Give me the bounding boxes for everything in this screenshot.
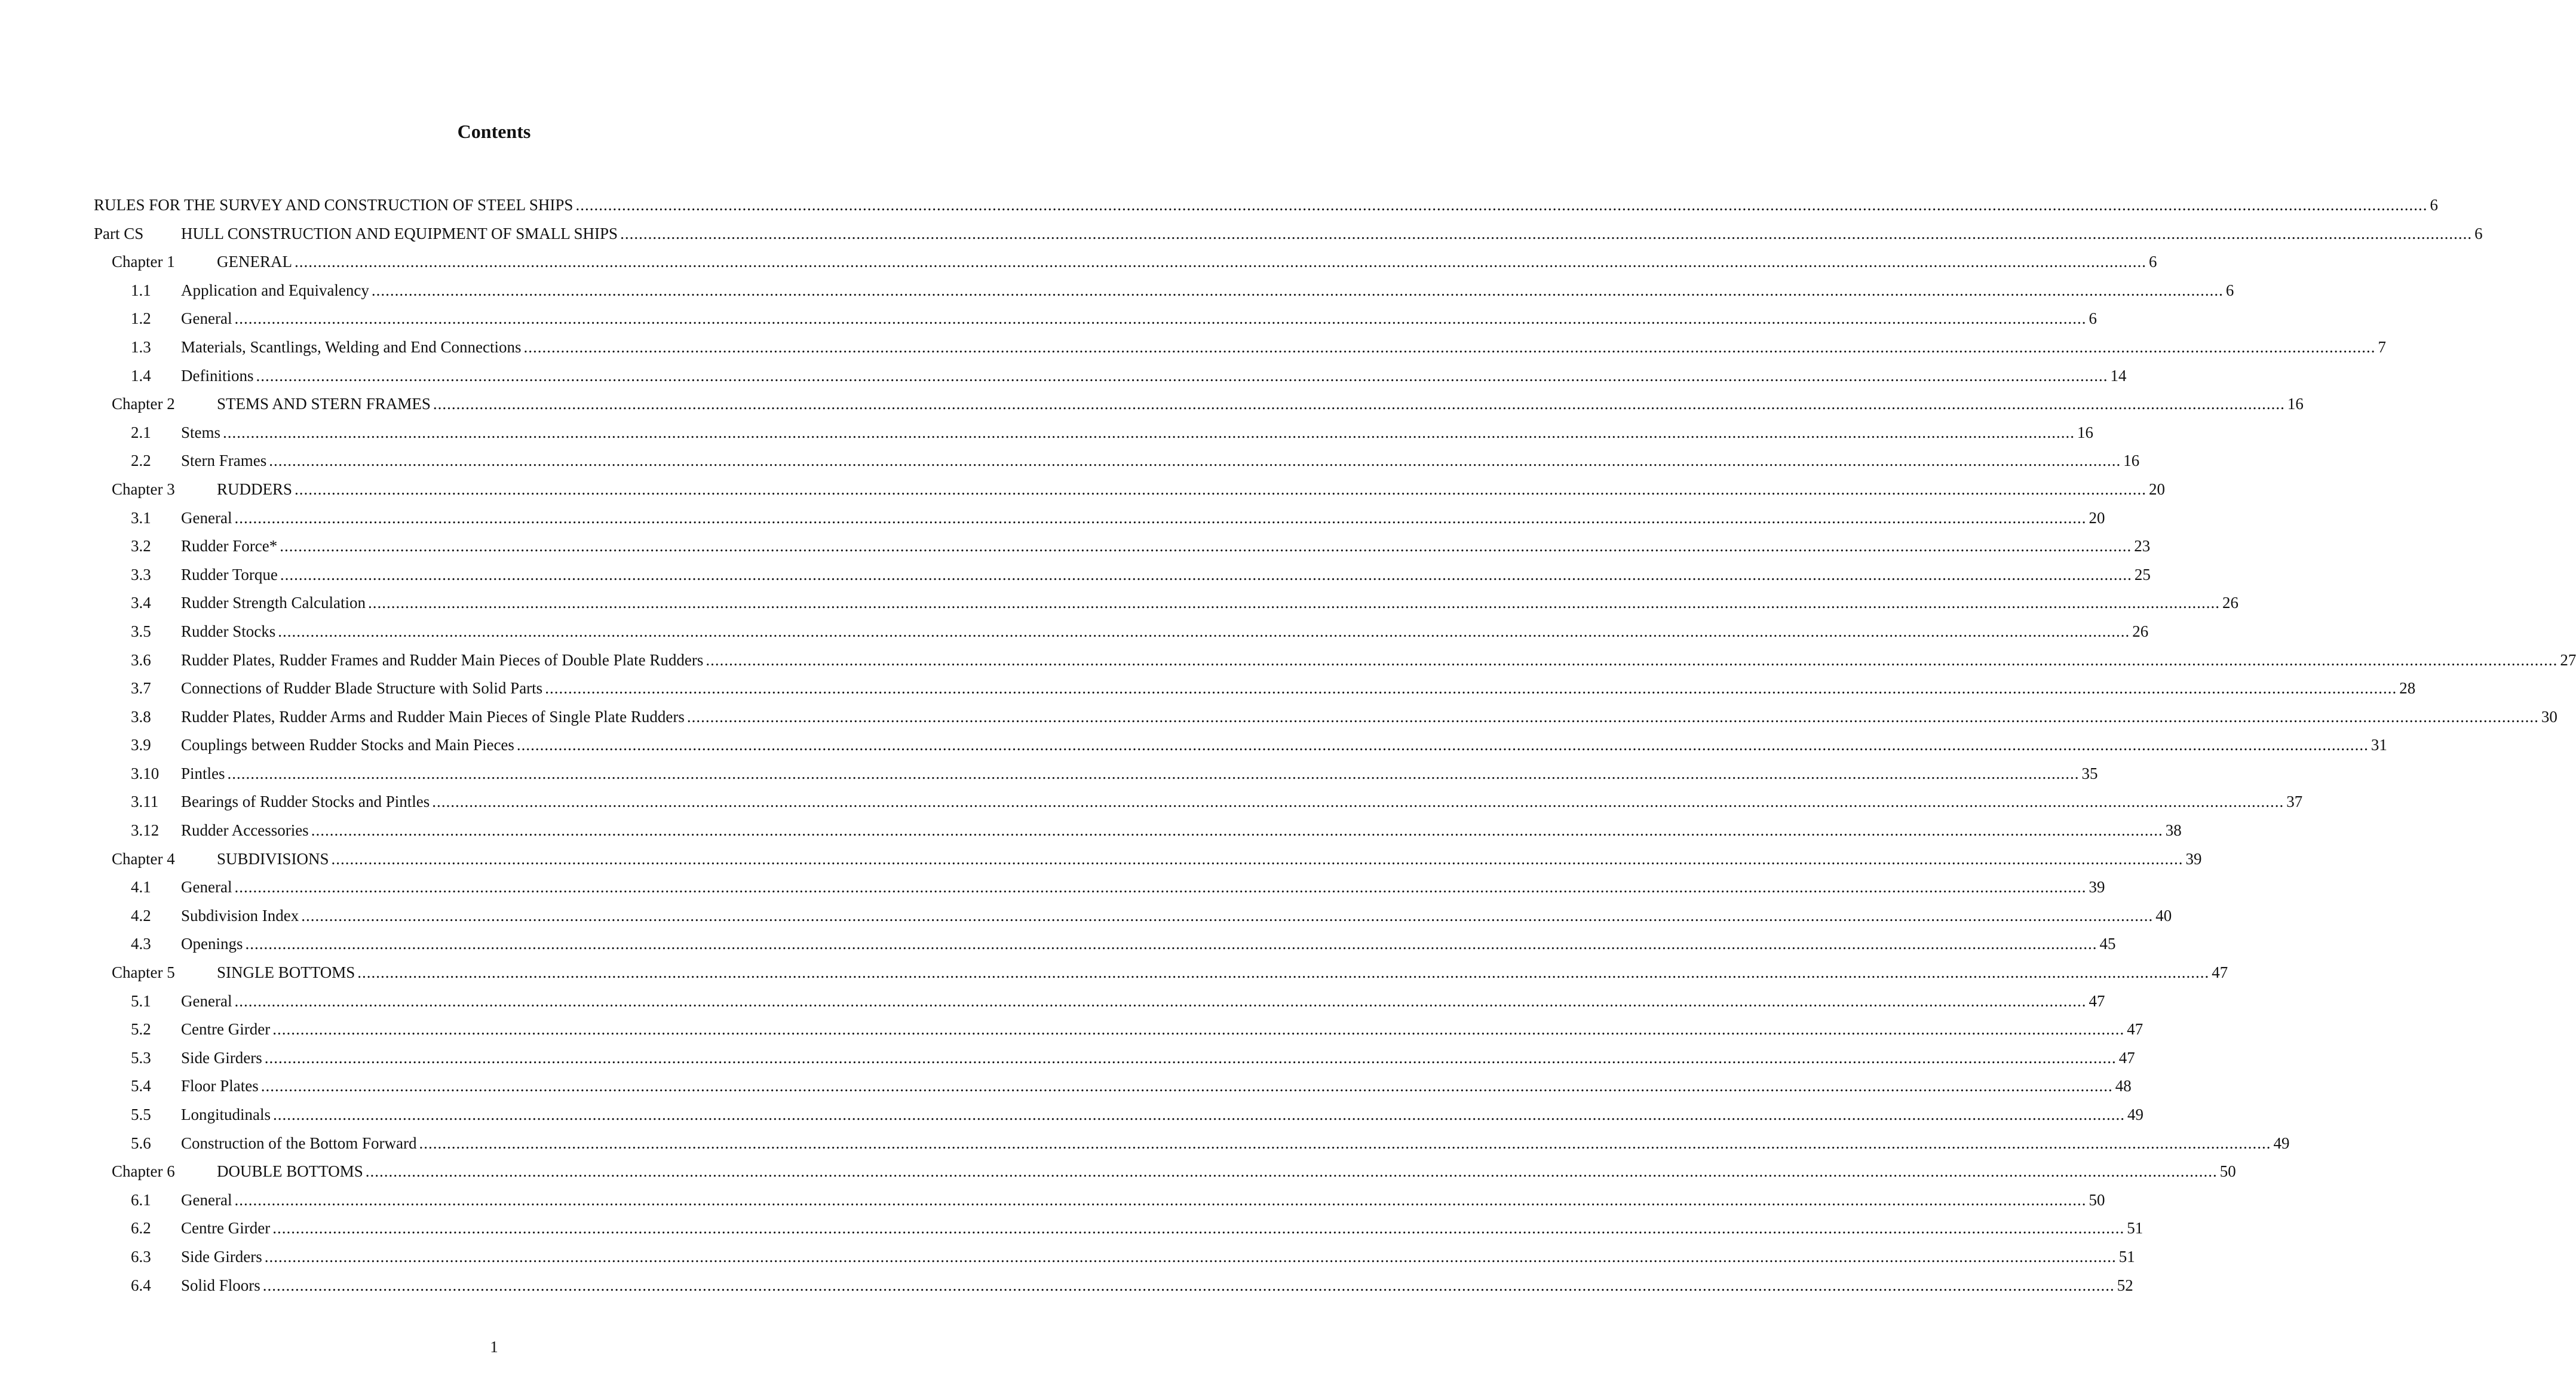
toc-entry[interactable] — [94, 476, 2166, 505]
toc-entry-page: 7 — [2378, 337, 2386, 356]
toc-entry-number: 1.2 — [131, 309, 151, 328]
toc-entry-title: SINGLE BOTTOMS — [217, 963, 355, 982]
toc-entry-line — [217, 391, 2304, 417]
toc-entry-page: 6 — [2089, 309, 2097, 328]
toc-entry-title: HULL CONSTRUCTION AND EQUIPMENT OF SMALL SHIPS — [181, 224, 618, 242]
toc-entry-page: 47 — [2089, 991, 2105, 1010]
toc-entry-number: 6.1 — [131, 1190, 151, 1209]
toc-entry-page: 50 — [2219, 1162, 2236, 1181]
toc-entry-number: Chapter 2 — [112, 395, 175, 413]
page-number: 1 — [490, 1338, 498, 1356]
dot-leader: ................................................................................................................................................................................................................................................................................................................................................................................................................ — [280, 537, 2132, 555]
toc-entry-page: 39 — [2089, 878, 2105, 896]
toc-entry[interactable] — [94, 1016, 2143, 1045]
toc-entry-number: 5.4 — [131, 1077, 151, 1095]
toc-entry[interactable] — [94, 248, 2157, 277]
toc-entry-number: 5.3 — [131, 1048, 151, 1067]
dot-leader: ................................................................................................................................................................................................................................................................................................................................................................................................................ — [419, 1134, 2271, 1152]
toc-entry-title: RUDDERS — [217, 480, 293, 498]
toc-entry-number: 3.4 — [131, 594, 151, 612]
toc-entry-line — [181, 589, 2238, 616]
toc-entry-line — [181, 931, 2116, 957]
toc-entry-title: Pintles — [181, 764, 225, 782]
toc-entry-title: General — [181, 878, 232, 896]
toc-entry-page: 6 — [2148, 253, 2157, 271]
toc-entry-line — [181, 732, 2387, 758]
toc-entry-line — [181, 902, 2172, 929]
dot-leader: ................................................................................................................................................................................................................................................................................................................................................................................................................ — [706, 650, 2558, 669]
toc-entry-title: Side Girders — [181, 1247, 262, 1266]
toc-entry-title: Stems — [181, 423, 221, 441]
toc-entry-title: Centre Girder — [181, 1219, 271, 1238]
toc-entry-number: 5.6 — [131, 1134, 151, 1152]
toc-entry-number: 3.9 — [131, 736, 151, 754]
toc-entry-number: 1.4 — [131, 366, 151, 385]
toc-entry-title: Side Girders — [181, 1048, 262, 1067]
toc-entry-line — [181, 561, 2151, 588]
toc-entry-number: 4.3 — [131, 935, 151, 953]
toc-entry-page: 6 — [2225, 281, 2234, 299]
dot-leader: ................................................................................................................................................................................................................................................................................................................................................................................................................ — [357, 963, 2210, 982]
dot-leader: ................................................................................................................................................................................................................................................................................................................................................................................................................ — [273, 1106, 2125, 1123]
toc-entry-title: Rudder Stocks — [181, 622, 276, 640]
toc-entry-page: 30 — [2541, 707, 2557, 726]
toc-entry-line — [181, 277, 2234, 303]
toc-entry-number: 3.1 — [131, 508, 151, 527]
dot-leader: ................................................................................................................................................................................................................................................................................................................................................................................................................ — [301, 906, 2154, 925]
toc-entry[interactable] — [94, 533, 2151, 561]
toc-entry-page: 48 — [2115, 1077, 2132, 1095]
toc-entry-number: 3.6 — [131, 650, 151, 669]
toc-entry-line — [181, 704, 2557, 730]
toc-entry-page: 51 — [2127, 1219, 2143, 1238]
toc-entry-title: Definitions — [181, 366, 254, 385]
toc-entry[interactable] — [94, 305, 2097, 334]
dot-leader: ................................................................................................................................................................................................................................................................................................................................................................................................................ — [433, 395, 2285, 413]
toc-entry-title: General — [181, 1190, 232, 1209]
toc-entry-number: Chapter 1 — [112, 253, 175, 271]
dot-leader: ................................................................................................................................................................................................................................................................................................................................................................................................................ — [234, 1190, 2087, 1209]
dot-leader: ................................................................................................................................................................................................................................................................................................................................................................................................................ — [264, 1048, 2117, 1067]
toc-entry-number: 1.1 — [131, 281, 151, 299]
dot-leader: ................................................................................................................................................................................................................................................................................................................................................................................................................ — [260, 1077, 2113, 1095]
dot-leader: ................................................................................................................................................................................................................................................................................................................................................................................................................ — [264, 1247, 2117, 1266]
toc-entry[interactable] — [94, 1272, 2133, 1301]
toc-entry-page: 38 — [2165, 821, 2182, 840]
toc-entry[interactable] — [94, 902, 2172, 931]
toc-entry-page: 27 — [2560, 650, 2576, 669]
toc-entry-line — [181, 1045, 2135, 1071]
toc-entry-line — [181, 647, 2576, 673]
toc-entry-page: 16 — [2123, 452, 2140, 470]
toc-entry-page: 23 — [2134, 537, 2151, 555]
toc-entry-number: 1.3 — [131, 337, 151, 356]
toc-entry-line — [181, 1130, 2290, 1156]
toc-entry[interactable] — [94, 647, 2576, 676]
dot-leader: ................................................................................................................................................................................................................................................................................................................................................................................................................ — [245, 935, 2097, 953]
toc-entry[interactable] — [94, 988, 2105, 1017]
toc-entry-page: 49 — [2127, 1106, 2143, 1123]
dot-leader: ................................................................................................................................................................................................................................................................................................................................................................................................................ — [294, 253, 2146, 271]
toc-entry-number: 3.10 — [131, 764, 160, 782]
toc-entry-number: Chapter 6 — [112, 1162, 175, 1181]
toc-entry-line — [181, 1244, 2135, 1270]
toc-entry-title: Rudder Plates, Rudder Arms and Rudder Main Pieces of Single Plate Rudders — [181, 707, 685, 726]
toc-entry-number: 4.1 — [131, 878, 151, 896]
dot-leader: ................................................................................................................................................................................................................................................................................................................................................................................................................ — [234, 991, 2087, 1010]
dot-leader: ................................................................................................................................................................................................................................................................................................................................................................................................................ — [269, 452, 2121, 470]
page-title: Contents — [457, 121, 531, 142]
dot-leader: ................................................................................................................................................................................................................................................................................................................................................................................................................ — [686, 707, 2539, 726]
toc-entry-line — [181, 988, 2105, 1014]
toc-entry[interactable] — [94, 760, 2098, 789]
toc-entry-number: Chapter 5 — [112, 963, 175, 982]
dot-leader: ................................................................................................................................................................................................................................................................................................................................................................................................................ — [575, 196, 2428, 214]
toc-entry[interactable] — [94, 363, 2127, 391]
toc-entry-number: 5.1 — [131, 991, 151, 1010]
dot-leader: ................................................................................................................................................................................................................................................................................................................................................................................................................ — [234, 309, 2087, 328]
toc-entry-page: 45 — [2099, 935, 2116, 953]
toc-entry[interactable] — [94, 959, 2228, 988]
toc-entry-title: Solid Floors — [181, 1276, 260, 1294]
toc-entry-number: 2.1 — [131, 423, 151, 441]
toc-entry-title: Bearings of Rudder Stocks and Pintles — [181, 793, 430, 811]
toc-entry-title: GENERAL — [217, 253, 292, 271]
toc-entry-page: 51 — [2118, 1247, 2135, 1266]
toc-entry[interactable] — [94, 589, 2238, 618]
toc-entry-line — [217, 248, 2157, 275]
toc-entry-number: 4.2 — [131, 906, 151, 925]
toc-entry-page: 50 — [2089, 1190, 2105, 1209]
dot-leader: ................................................................................................................................................................................................................................................................................................................................................................................................................ — [295, 480, 2147, 498]
toc-entry-title: General — [181, 508, 232, 527]
toc-entry-line — [181, 817, 2182, 843]
toc-entry[interactable] — [94, 618, 2149, 647]
toc-entry[interactable] — [94, 1215, 2143, 1244]
toc-entry-page: 16 — [2077, 423, 2094, 441]
toc-entry-title: Application and Equivalency — [181, 281, 369, 299]
toc-entry-title: Connections of Rudder Blade Structure with Solid Parts — [181, 679, 543, 698]
toc-entry-number: 3.12 — [131, 821, 160, 840]
toc-entry-page: 49 — [2273, 1134, 2290, 1152]
toc-entry[interactable] — [94, 334, 2386, 363]
toc-entry[interactable] — [94, 1130, 2290, 1159]
dot-leader: ................................................................................................................................................................................................................................................................................................................................................................................................................ — [280, 565, 2132, 584]
toc-entry-page: 26 — [2132, 622, 2149, 640]
toc-entry-line — [181, 874, 2105, 900]
toc-entry-line — [181, 1187, 2105, 1213]
dot-leader: ................................................................................................................................................................................................................................................................................................................................................................................................................ — [311, 821, 2163, 840]
dot-leader: ................................................................................................................................................................................................................................................................................................................................................................................................................ — [365, 1162, 2218, 1181]
toc-entry[interactable] — [94, 817, 2182, 846]
toc-entry-number: 3.11 — [131, 793, 159, 811]
toc-entry-line — [181, 618, 2149, 644]
toc-entry-title: Openings — [181, 935, 243, 953]
toc-entry[interactable] — [94, 704, 2557, 732]
dot-leader: ................................................................................................................................................................................................................................................................................................................................................................................................................ — [272, 1020, 2125, 1039]
toc-entry-title: Construction of the Bottom Forward — [181, 1134, 417, 1152]
toc-entry-title: RULES FOR THE SURVEY AND CONSTRUCTION OF STEEL SHIPS — [94, 196, 574, 214]
toc-entry-page: 39 — [2185, 849, 2202, 868]
toc-entry-page: 31 — [2370, 736, 2387, 754]
toc-entry-line — [217, 846, 2202, 872]
toc-entry-page: 25 — [2134, 565, 2151, 584]
toc-entry[interactable] — [94, 846, 2202, 874]
toc-entry-line — [94, 192, 2438, 218]
toc-entry-line — [181, 1073, 2132, 1099]
toc-entry-number: 3.3 — [131, 565, 151, 584]
toc-entry-title: SUBDIVISIONS — [217, 849, 329, 868]
toc-entry-number: Chapter 4 — [112, 849, 175, 868]
toc-entry-number: 6.2 — [131, 1219, 151, 1238]
dot-leader: ................................................................................................................................................................................................................................................................................................................................................................................................................ — [371, 281, 2224, 299]
toc-entry-number: Chapter 3 — [112, 480, 175, 498]
dot-leader: ................................................................................................................................................................................................................................................................................................................................................................................................................ — [620, 224, 2473, 242]
dot-leader: ................................................................................................................................................................................................................................................................................................................................................................................................................ — [256, 366, 2108, 385]
toc-entry-line — [181, 1272, 2133, 1298]
toc-entry-page: 26 — [2222, 594, 2238, 612]
toc-entry-page: 52 — [2117, 1276, 2133, 1294]
toc-entry[interactable] — [94, 675, 2416, 704]
toc-entry-title: Stern Frames — [181, 452, 267, 470]
toc-entry-line — [181, 1101, 2143, 1128]
toc-entry[interactable] — [94, 220, 2483, 249]
dot-leader: ................................................................................................................................................................................................................................................................................................................................................................................................................ — [272, 1219, 2125, 1238]
toc-entry-page: 47 — [2118, 1048, 2135, 1067]
toc-entry-title: DOUBLE BOTTOMS — [217, 1162, 363, 1181]
toc-entry-page: 6 — [2474, 224, 2483, 242]
toc-entry[interactable] — [94, 1187, 2105, 1215]
toc-entry[interactable] — [94, 931, 2116, 959]
toc-entry-line — [181, 505, 2105, 531]
toc-entry-title: Longitudinals — [181, 1106, 271, 1123]
toc-entry-page: 20 — [2089, 508, 2105, 527]
toc-entry-line — [217, 476, 2166, 502]
toc-entry[interactable] — [94, 192, 2438, 220]
dot-leader: ................................................................................................................................................................................................................................................................................................................................................................................................................ — [262, 1276, 2115, 1294]
toc-entry-title: Centre Girder — [181, 1020, 271, 1039]
dot-leader: ................................................................................................................................................................................................................................................................................................................................................................................................................ — [234, 878, 2087, 896]
toc-entry[interactable] — [94, 391, 2304, 419]
toc-entry[interactable] — [94, 419, 2094, 448]
toc-entry-page: 20 — [2149, 480, 2166, 498]
toc-entry[interactable] — [94, 874, 2105, 902]
toc-entry-number: 2.2 — [131, 452, 151, 470]
dot-leader: ................................................................................................................................................................................................................................................................................................................................................................................................................ — [278, 622, 2130, 640]
toc-entry[interactable] — [94, 1158, 2236, 1187]
dot-leader: ................................................................................................................................................................................................................................................................................................................................................................................................................ — [331, 849, 2184, 868]
toc-entry[interactable] — [94, 277, 2234, 306]
toc-entry-title: STEMS AND STERN FRAMES — [217, 395, 431, 413]
table-of-contents — [94, 192, 2576, 1300]
dot-leader: ................................................................................................................................................................................................................................................................................................................................................................................................................ — [234, 508, 2087, 527]
toc-entry-line — [181, 220, 2483, 247]
dot-leader: ................................................................................................................................................................................................................................................................................................................................................................................................................ — [432, 793, 2284, 811]
toc-entry-line — [181, 447, 2140, 474]
toc-entry-page: 16 — [2287, 395, 2304, 413]
toc-entry-line — [181, 675, 2416, 701]
toc-entry[interactable] — [94, 732, 2387, 760]
toc-entry-number: 3.2 — [131, 537, 151, 555]
toc-entry-title: Rudder Plates, Rudder Frames and Rudder Main Pieces of Double Plate Rudders — [181, 650, 704, 669]
dot-leader: ................................................................................................................................................................................................................................................................................................................................................................................................................ — [523, 337, 2376, 356]
toc-entry-title: Materials, Scantlings, Welding and End Connections — [181, 337, 522, 356]
dot-leader: ................................................................................................................................................................................................................................................................................................................................................................................................................ — [516, 736, 2369, 754]
toc-entry-line — [181, 760, 2098, 787]
toc-entry-page: 37 — [2286, 793, 2303, 811]
toc-entry-line — [181, 788, 2303, 815]
toc-entry[interactable] — [94, 788, 2303, 817]
dot-leader: ................................................................................................................................................................................................................................................................................................................................................................................................................ — [227, 764, 2080, 782]
toc-entry[interactable] — [94, 1101, 2143, 1130]
toc-entry-line — [181, 533, 2151, 559]
toc-entry-line — [181, 305, 2097, 331]
toc-entry-title: General — [181, 991, 232, 1010]
toc-entry-page: 28 — [2399, 679, 2416, 698]
toc-entry-number: 6.3 — [131, 1247, 151, 1266]
toc-entry-line — [181, 1215, 2143, 1241]
toc-entry-line — [181, 419, 2094, 446]
toc-entry-page: 47 — [2212, 963, 2228, 982]
toc-entry-title: Subdivision Index — [181, 906, 299, 925]
toc-entry-title: Rudder Force* — [181, 537, 278, 555]
toc-entry-title: Couplings between Rudder Stocks and Main Pieces — [181, 736, 514, 754]
toc-entry-line — [217, 1158, 2236, 1184]
toc-entry-title: Floor Plates — [181, 1077, 259, 1095]
toc-entry-page: 40 — [2155, 906, 2172, 925]
toc-entry-number: 5.2 — [131, 1020, 151, 1039]
toc-entry-line — [217, 959, 2228, 985]
toc-entry-line — [181, 1016, 2143, 1042]
toc-entry-page: 35 — [2081, 764, 2098, 782]
toc-entry-title: Rudder Torque — [181, 565, 278, 584]
toc-entry[interactable] — [94, 1045, 2135, 1073]
dot-leader: ................................................................................................................................................................................................................................................................................................................................................................................................................ — [545, 679, 2397, 698]
toc-entry-number: 6.4 — [131, 1276, 151, 1294]
toc-entry-page: 47 — [2127, 1020, 2143, 1039]
toc-entry[interactable] — [94, 1073, 2132, 1101]
toc-entry-number: 3.7 — [131, 679, 151, 698]
toc-entry-number: 3.5 — [131, 622, 151, 640]
toc-entry-number: Part CS — [94, 224, 144, 242]
toc-entry[interactable] — [94, 1244, 2135, 1272]
toc-entry-page: 6 — [2430, 196, 2438, 214]
toc-entry[interactable] — [94, 561, 2151, 590]
toc-entry-title: General — [181, 309, 232, 328]
toc-entry[interactable] — [94, 505, 2105, 533]
toc-entry-title: Rudder Strength Calculation — [181, 594, 366, 612]
toc-entry-title: Rudder Accessories — [181, 821, 309, 840]
dot-leader: ................................................................................................................................................................................................................................................................................................................................................................................................................ — [223, 423, 2075, 441]
toc-entry-number: 3.8 — [131, 707, 151, 726]
toc-entry[interactable] — [94, 447, 2140, 476]
toc-entry-line — [181, 334, 2386, 360]
toc-entry-line — [181, 363, 2127, 389]
dot-leader: ................................................................................................................................................................................................................................................................................................................................................................................................................ — [367, 594, 2220, 612]
toc-entry-number: 5.5 — [131, 1106, 151, 1123]
toc-entry-page: 14 — [2110, 366, 2127, 385]
